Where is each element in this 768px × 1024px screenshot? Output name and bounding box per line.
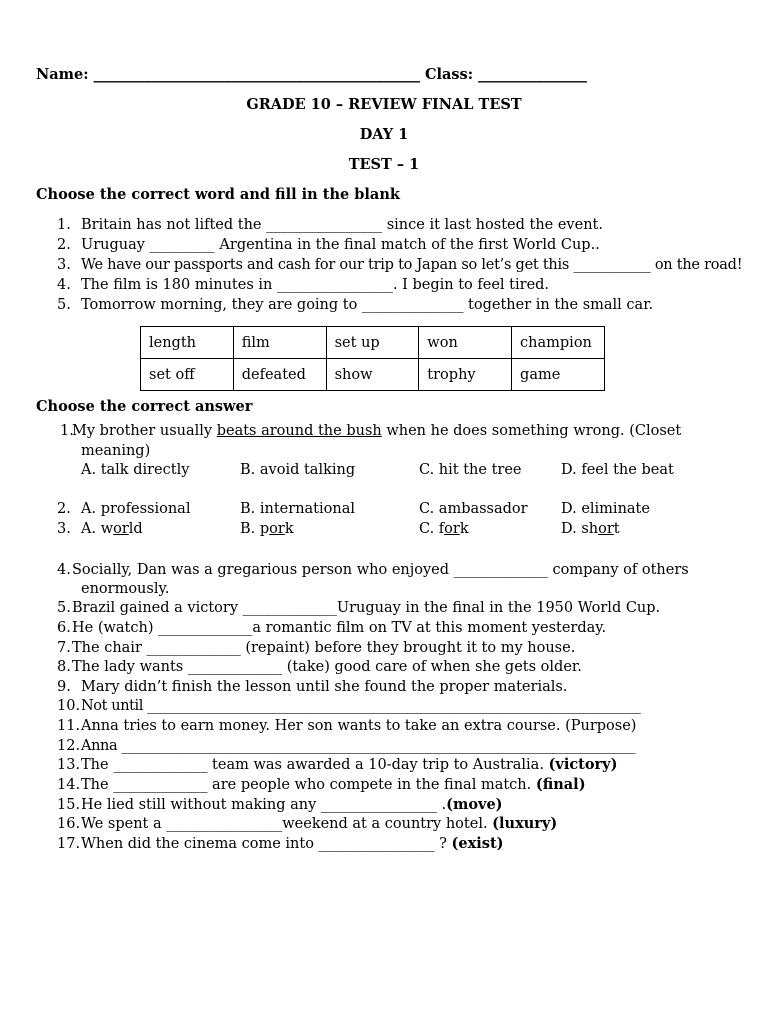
list-item-number: 1. (57, 217, 71, 233)
underlined-letters: or (113, 521, 129, 537)
question-text-cont: meaning) (81, 443, 151, 459)
question-text: Anna ___________________________________________________________________________ (81, 738, 636, 754)
underlined-letters: or (598, 521, 614, 537)
question-text (81, 815, 557, 833)
answer-option: D. feel the beat (561, 462, 674, 478)
question-body: The _____________ are people who compete in the final match. (81, 777, 536, 793)
answer-option (419, 520, 469, 538)
question-text (81, 835, 504, 853)
question-text: Anna tries to earn money. Her son wants to take an extra course. (Purpose) (81, 718, 637, 734)
question-text: Not until ________________________________________________________________________ (81, 698, 641, 714)
table-row (141, 359, 605, 391)
answer-option: A. talk directly (81, 462, 190, 478)
table-cell: show (326, 359, 419, 391)
question-text: The chair _____________ (repaint) before they brought it to my house. (72, 640, 576, 656)
question-text (81, 756, 617, 774)
table-cell: set off (141, 359, 234, 391)
list-item: Britain has not lifted the ________________ since it last hosted the event. (81, 217, 603, 233)
section1-heading: Choose the correct word and fill in the blank (36, 186, 400, 203)
question-number: 8. (57, 659, 71, 675)
question-number: 2. (57, 501, 71, 517)
question-body: The _____________ team was awarded a 10-day trip to Australia. (81, 757, 549, 773)
name-class-line (36, 66, 587, 84)
question-text: He (watch) _____________a romantic film on TV at this moment yesterday. (72, 620, 607, 636)
question-text: Socially, Dan was a gregarious person who enjoyed _____________ company of others (72, 562, 689, 578)
question-number: 14. (57, 777, 81, 793)
answer-option: D. eliminate (561, 501, 650, 517)
name-label: Name: (36, 66, 89, 83)
word-hint: (luxury) (492, 815, 558, 832)
list-item-number: 3. (57, 257, 71, 273)
table-cell: film (233, 327, 326, 359)
option-text: B. p (240, 521, 270, 537)
option-text: t (613, 521, 620, 537)
option-text: C. f (419, 521, 445, 537)
option-text: D. sh (561, 521, 599, 537)
table-cell: trophy (419, 359, 512, 391)
word-hint: (exist) (451, 835, 504, 852)
question-text (81, 796, 503, 814)
table-cell: defeated (233, 359, 326, 391)
underlined-letters: or (269, 521, 285, 537)
question-number: 10. (57, 698, 81, 714)
question-text (81, 776, 586, 794)
list-item: Uruguay _________ Argentina in the final match of the first World Cup.. (81, 237, 600, 253)
answer-option: A. professional (81, 501, 191, 517)
word-hint: (move) (446, 796, 503, 813)
list-item: We have our passports and cash for our trip to Japan so let’s get this ___________ on the road! (81, 257, 743, 273)
table-cell: length (141, 327, 234, 359)
question-number: 6. (57, 620, 71, 636)
question-1 (72, 422, 681, 440)
day-label: DAY 1 (359, 126, 409, 143)
list-item-number: 5. (57, 297, 71, 313)
question-number: 16. (57, 816, 81, 832)
question-text: when he does something wrong. (Closet (381, 423, 682, 439)
question-number: 7. (57, 640, 71, 656)
underlined-letters: or (444, 521, 460, 537)
word-bank-table (140, 326, 605, 391)
table-cell: game (512, 359, 605, 391)
answer-option (81, 520, 143, 538)
question-text: Mary didn’t finish the lesson until she found the proper materials. (81, 679, 568, 695)
table-cell: set up (326, 327, 419, 359)
test-label: TEST – 1 (348, 156, 420, 173)
section2-heading: Choose the correct answer (36, 398, 253, 415)
question-number: 4. (57, 562, 71, 578)
answer-option: C. ambassador (419, 501, 528, 517)
answer-option: B. international (240, 501, 355, 517)
question-number: 9. (57, 679, 71, 695)
question-body: We spent a ________________weekend at a country hotel. (81, 816, 493, 832)
answer-option (561, 520, 620, 538)
word-hint: (final) (535, 776, 586, 793)
list-item-number: 2. (57, 237, 71, 253)
page-title: GRADE 10 – REVIEW FINAL TEST (246, 96, 522, 113)
question-body: He lied still without making any ________________ . (81, 797, 447, 813)
question-number: 15. (57, 797, 81, 813)
question-text: Brazil gained a victory _____________Uruguay in the final in the 1950 World Cup. (72, 600, 661, 616)
option-text: k (459, 521, 469, 537)
underlined-phrase: beats around the bush (216, 423, 382, 439)
option-text: ld (128, 521, 143, 537)
class-blank: _______________ (478, 66, 587, 83)
question-text: My brother usually (72, 423, 217, 439)
list-item: Tomorrow morning, they are going to ______________ together in the small car. (81, 297, 654, 313)
list-item: The film is 180 minutes in ________________. I begin to feel tired. (81, 277, 550, 293)
list-item-number: 4. (57, 277, 71, 293)
question-text: The lady wants _____________ (take) good care of when she gets older. (72, 659, 582, 675)
question-number: 11. (57, 718, 81, 734)
option-text: k (284, 521, 294, 537)
table-row (141, 327, 605, 359)
question-number: 3. (57, 521, 71, 537)
question-number: 17. (57, 836, 81, 852)
answer-option (240, 520, 294, 538)
table-cell: champion (512, 327, 605, 359)
answer-option: C. hit the tree (419, 462, 522, 478)
table-cell: won (419, 327, 512, 359)
option-text: A. w (81, 521, 114, 537)
question-number: 5. (57, 600, 71, 616)
question-text: enormously. (81, 581, 170, 597)
answer-option: B. avoid talking (240, 462, 356, 478)
word-hint: (victory) (548, 756, 618, 773)
question-number: 13. (57, 757, 81, 773)
class-label: Class: (424, 66, 474, 83)
name-blank: _____________________________________________ (93, 66, 420, 83)
question-number: 1. (60, 423, 74, 439)
question-number: 12. (57, 738, 81, 754)
question-body: When did the cinema come into ________________ ? (81, 836, 452, 852)
